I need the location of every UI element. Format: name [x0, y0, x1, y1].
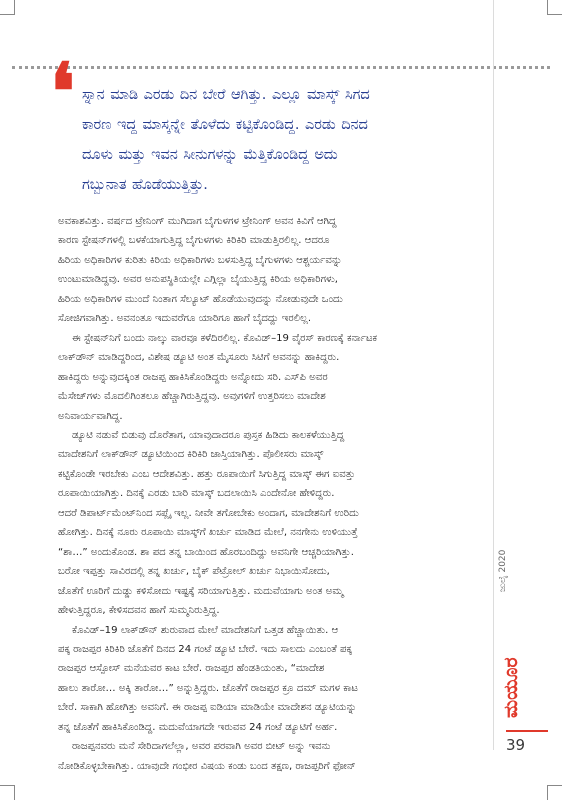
article-line: ರಾಜಪ್ಪನವರು ಮನೆ ಸೇರಿದಾಗಲೆಲ್ಲಾ, ಅವರ ಪರವಾಗಿ ಅವರ ಬೀಟ್ ಅನ್ನು ಇವನು — [72, 741, 331, 753]
article-line: ಸೋಜಿಗವಾಗಿತ್ತು. ಅವನಂತೂ ಇದುವರೆಗೂ ಯಾರಿಗೂ ಹಾಗೆ ಬೈದದ್ದು ಇರಲಿಲ್ಲ. — [58, 313, 312, 325]
article-line: “ಶಾ…” ಅಂದುಕೊಂಡ. ಶಾ ಪದ ತನ್ನ ಬಾಯಿಂದ ಹೊರಬಂದಿದ್ದು ಅವನಿಗೇ ಆಚ್ಚರಿಯಾಗಿತ್ತು. — [58, 546, 354, 558]
article-line: ಮಾದೇಶನಿಗೆ ಲಾಕ್‌ಡೌನ್ ಡ್ಯೂಟಿಯಿಂದ ಕಿರಿಕಿರಿ ಜಾಸ್ತಿಯಾಗಿತ್ತು. ಪೊಲೀಸರು ಮಾಸ್ಕ್ — [58, 449, 324, 461]
article-line: ಮೆಸೇಜ್‌ಗಳು ಮೊದಲಿಗಿಂತಲೂ ಹೆಚ್ಚಾಗಿರುತ್ತಿದ್ದವು. ಅವುಗಳಿಗೆ ಉತ್ತರಿಸಲು ಮಾದೇಶ — [58, 391, 326, 403]
article-line: ಉಂಟುಮಾಡಿದ್ದವು. ಅವರ ಅನುಪಸ್ಥಿತಿಯಲ್ಲೇ ಎಗ್ಗಿಲ್ಲಾ ಬೈಯುತ್ತಿದ್ದ ಕಿರಿಯ ಅಧಿಕಾರಿಗಳು, — [58, 274, 338, 286]
article-line: ತನ್ನ ಜೊತೆಗೆ ಹಾಕಿಸಿಕೊಂಡಿದ್ದ. ಮದುವೆಯಾಗದೇ ಇರುವವ 24 ಗಂಟೆ ಡ್ಯೂಟಿಗೆ ಅರ್ಹ. — [58, 721, 338, 733]
article-line: ಹೇಳುತ್ತಿದ್ದರೂ, ಕೇಳಿಸದವನ ಹಾಗೆ ಸುಮ್ಮನಿರುತ್ತಿದ್ದ. — [58, 605, 220, 617]
crop-mark-bottom-right — [547, 785, 562, 800]
article-line: ಹಿರಿಯ ಅಧಿಕಾರಿಗಳ ಮುಂದೆ ನಿಂತಾಗ ಸೆಲ್ಯೂಟ್ ಹೊಡೆಯುವುದನ್ನು ನೋಡುವುದೇ ಒಂದು — [58, 293, 343, 305]
article-line: ಬರೋ ಇಪ್ಪತ್ತು ಸಾವಿರದಲ್ಲಿ ತನ್ನ ಖರ್ಚು, ಬೈಕ್ ಪೆಟ್ರೋಲ್ ಖರ್ಚು ನಿಭಾಯಿಸೋದು, — [58, 566, 330, 578]
article-line: ಜೊತೆಗೆ ಊರಿಗೆ ದುಡ್ಡು ಕಳಿಸೋದು ಇಷ್ಟಕ್ಕೆ ಸರಿಯಾಗುತ್ತಿತ್ತು. ಮದುವೆಯಾಗು ಅಂತ ಅಮ್ಮ — [58, 585, 344, 597]
article-line: ಹಾಕಿದ್ದರು ಅನ್ನುವುದಕ್ಕಿಂತ ರಾಜಪ್ಪ ಹಾಕಿಸಿಕೊಂಡಿದ್ದರು ಅನ್ನೋದು ಸರಿ. ಎಸ್‌ಪಿ ಅವರ — [58, 371, 328, 383]
article-line: ಪಕ್ಕ ರಾಜಪ್ಪರ ಕಿರಿಕಿರಿ ಜೊತೆಗೆ ದಿನದ 24 ಗಂಟೆ ಡ್ಯೂಟಿ ಬೇರೆ. ಇದು ಸಾಲದು ಎಂಬಂತೆ ಪಕ್ಕ — [58, 643, 353, 655]
article-line: ಆದರೆ ಡಿಪಾರ್ಟ್‌ಮೆಂಟ್‌ನಿಂದ ಸಪ್ಲೈ ಇಲ್ಲ. ನೀವೇ ತಗೋಬೇಕು ಅಂದಾಗ, ಮಾದೇಶನಿಗೆ ಉರಿದು — [58, 507, 359, 519]
article-line: ಅವಕಾಶವಿತ್ತು. ವರ್ಷದ ಟ್ರೇನಿಂಗ್ ಮುಗಿದಾಗ ಬೈಗುಳಗಳ ಟ್ರೇನಿಂಗ್ ಅವನ ಕಿವಿಗೆ ಆಗಿದ್ದ — [58, 216, 337, 227]
dotted-divider — [12, 66, 550, 69]
magazine-masthead: ಮಯೂರ — [500, 657, 522, 718]
article-line: ಕಟ್ಟಿಕೊಂಡೇ ಇರಬೇಕು ಎಂಬ ಆದೇಶವಿತ್ತು. ಹತ್ತು ರೂಪಾಯಿಗೆ ಸಿಗುತ್ತಿದ್ದ ಮಾಸ್ಕ್ ಈಗ ಐವತ್ತು — [58, 468, 356, 480]
crop-mark-top-right — [547, 0, 562, 15]
article-line: ಲಾಕ್‌ಡೌನ್ ಮಾಡಿದ್ದರಿಂದ, ವಿಶೇಷ ಡ್ಯೂಟಿ ಅಂತ ಮೈಸೂರು ಸಿಟಿಗೆ ಅವನನ್ನು ಹಾಕಿದ್ದರು. — [58, 352, 340, 364]
pull-quote-line: ಸ್ನಾನ ಮಾಡಿ ಎರಡು ದಿನ ಬೇರೆ ಆಗಿತ್ತು. ಎಲ್ಲೂ ಮಾಸ್ಕ್ ಸಿಗದ — [82, 87, 370, 103]
article-line: ಅನಿವಾರ್ಯವಾಗಿದ್ದ. — [58, 410, 123, 422]
article-line: ಈ ಸ್ಟೇಷನ್‌ನಿಗೆ ಬಂದು ನಾಲ್ಕು ವಾರವೂ ಕಳೆದಿರಲಿಲ್ಲ. ಕೊವಿಡ್–19 ವೈರಸ್ ಕಾರಣಕ್ಕೆ ಕರ್ನಾಟಕ — [72, 332, 378, 344]
article-line: ಕೊವಿಡ್–19 ಲಾಕ್‌ಡೌನ್ ಶುರುವಾದ ಮೇಲೆ ಮಾದೇಶನಿಗೆ ಒತ್ತಡ ಹೆಚ್ಚಾಯಿತು. ಆ — [72, 624, 339, 636]
article-line: ನೋಡಿಕೊಳ್ಳಬೇಕಾಗಿತ್ತು. ಯಾವುದೇ ಗಂಭೀರ ವಿಷಯ ಕಂಡು ಬಂದ ತಕ್ಷಣ, ರಾಜಪ್ಪರಿಗೆ ಫೋನ್ — [58, 760, 356, 772]
page-number-rule — [506, 730, 548, 732]
crop-mark-bottom-left — [0, 785, 15, 800]
quote-mark-icon: ❛ — [50, 47, 76, 138]
issue-date: ಜುಲೈ 2020 — [498, 549, 508, 592]
article-line: ಹಿರಿಯ ಅಧಿಕಾರಿಗಳ ಕುರಿತು ಕಿರಿಯ ಅಧಿಕಾರಿಗಳು ಬಳಸುತ್ತಿದ್ದ ಬೈಗುಳಗಳು ಆಶ್ಚರ್ಯವನ್ನು — [58, 254, 343, 266]
article-line: ಹಾಲು ತಾರೋ… ಅಕ್ಕಿ ತಾರೋ…” ಅನ್ನುತ್ತಿದ್ದರು. ಜೊತೆಗೆ ರಾಜಪ್ಪರ ಕ್ರೂ ದಮ್ ಮಗಳ ಕಾಟ — [58, 682, 358, 694]
sidebar-divider — [493, 0, 494, 750]
pull-quote-line: ದೂಳು ಮತ್ತು ಇವನ ಸೀನುಗಳನ್ನು ಮೆತ್ತಿಕೊಂಡಿದ್ದ ಅದು — [82, 147, 338, 163]
pull-quote — [82, 80, 490, 200]
article-line: ರೂಪಾಯಿಯಾಗಿತ್ತು. ದಿನಕ್ಕೆ ಎರಡು ಬಾರಿ ಮಾಸ್ಕ್ ಬದಲಾಯಿಸಿ ಎಂದೇನೋ ಹೇಳಿದ್ದರು. — [58, 488, 335, 500]
article-line: ಹೋಗಿತ್ತು. ದಿನಕ್ಕೆ ನೂರು ರೂಪಾಯಿ ಮಾಸ್ಕ್‌ಗೆ ಖರ್ಚು ಮಾಡಿದ ಮೇಲೆ, ನನಗೇನು ಉಳಿಯುತ್ತೆ — [58, 527, 358, 539]
pull-quote-line: ಗಬ್ಬುನಾತ ಹೊಡೆಯುತ್ತಿತ್ತು. — [82, 177, 208, 193]
article-line: ಕಾರಣ ಸ್ಟೇಷನ್‌ಗಳಲ್ಲಿ ಬಳಕೆಯಾಗುತ್ತಿದ್ದ ಬೈಗುಳಗಳು ಕಿರಿಕಿರಿ ಮಾಡುತ್ತಿರಲಿಲ್ಲ. ಆದರೂ — [58, 235, 330, 247]
article-line: ರಾಜಪ್ಪರ ಆಸ್ಪೋಸ್ ಮನೆಯವರ ಕಾಟ ಬೇರೆ. ರಾಜಪ್ಪರ ಹೆಂಡತಿಯಂತು, “ಮಾದೇಶ — [58, 663, 325, 675]
article-body — [58, 212, 490, 776]
page-number: 39 — [506, 736, 526, 754]
article-line: ಬೇರೆ. ಸಾಕಾಗಿ ಹೋಗಿತ್ತು ಅವನಿಗೆ. ಈ ರಾಜಪ್ಪ ಐಡಿಯಾ ಮಾಡಿಯೇ ಮಾದೇಶನ ಡ್ಯೂಟಿಯನ್ನು — [58, 702, 357, 714]
pull-quote-line: ಕಾರಣ ಇದ್ದ ಮಾಸ್ಕನ್ನೇ ತೊಳೆದು ಕಟ್ಟಿಕೊಂಡಿದ್ದ. ಎರಡು ದಿನದ — [82, 117, 368, 133]
crop-mark-top-left — [0, 0, 15, 15]
article-line: ಡ್ಯೂಟಿ ನಡುವೆ ಬಿಡುವು ದೊರೆತಾಗ, ಯಾವುದಾದರೂ ಪುಸ್ತಕ ಹಿಡಿದು ಕಾಲಕಳೆಯುತ್ತಿದ್ದ — [72, 429, 345, 441]
